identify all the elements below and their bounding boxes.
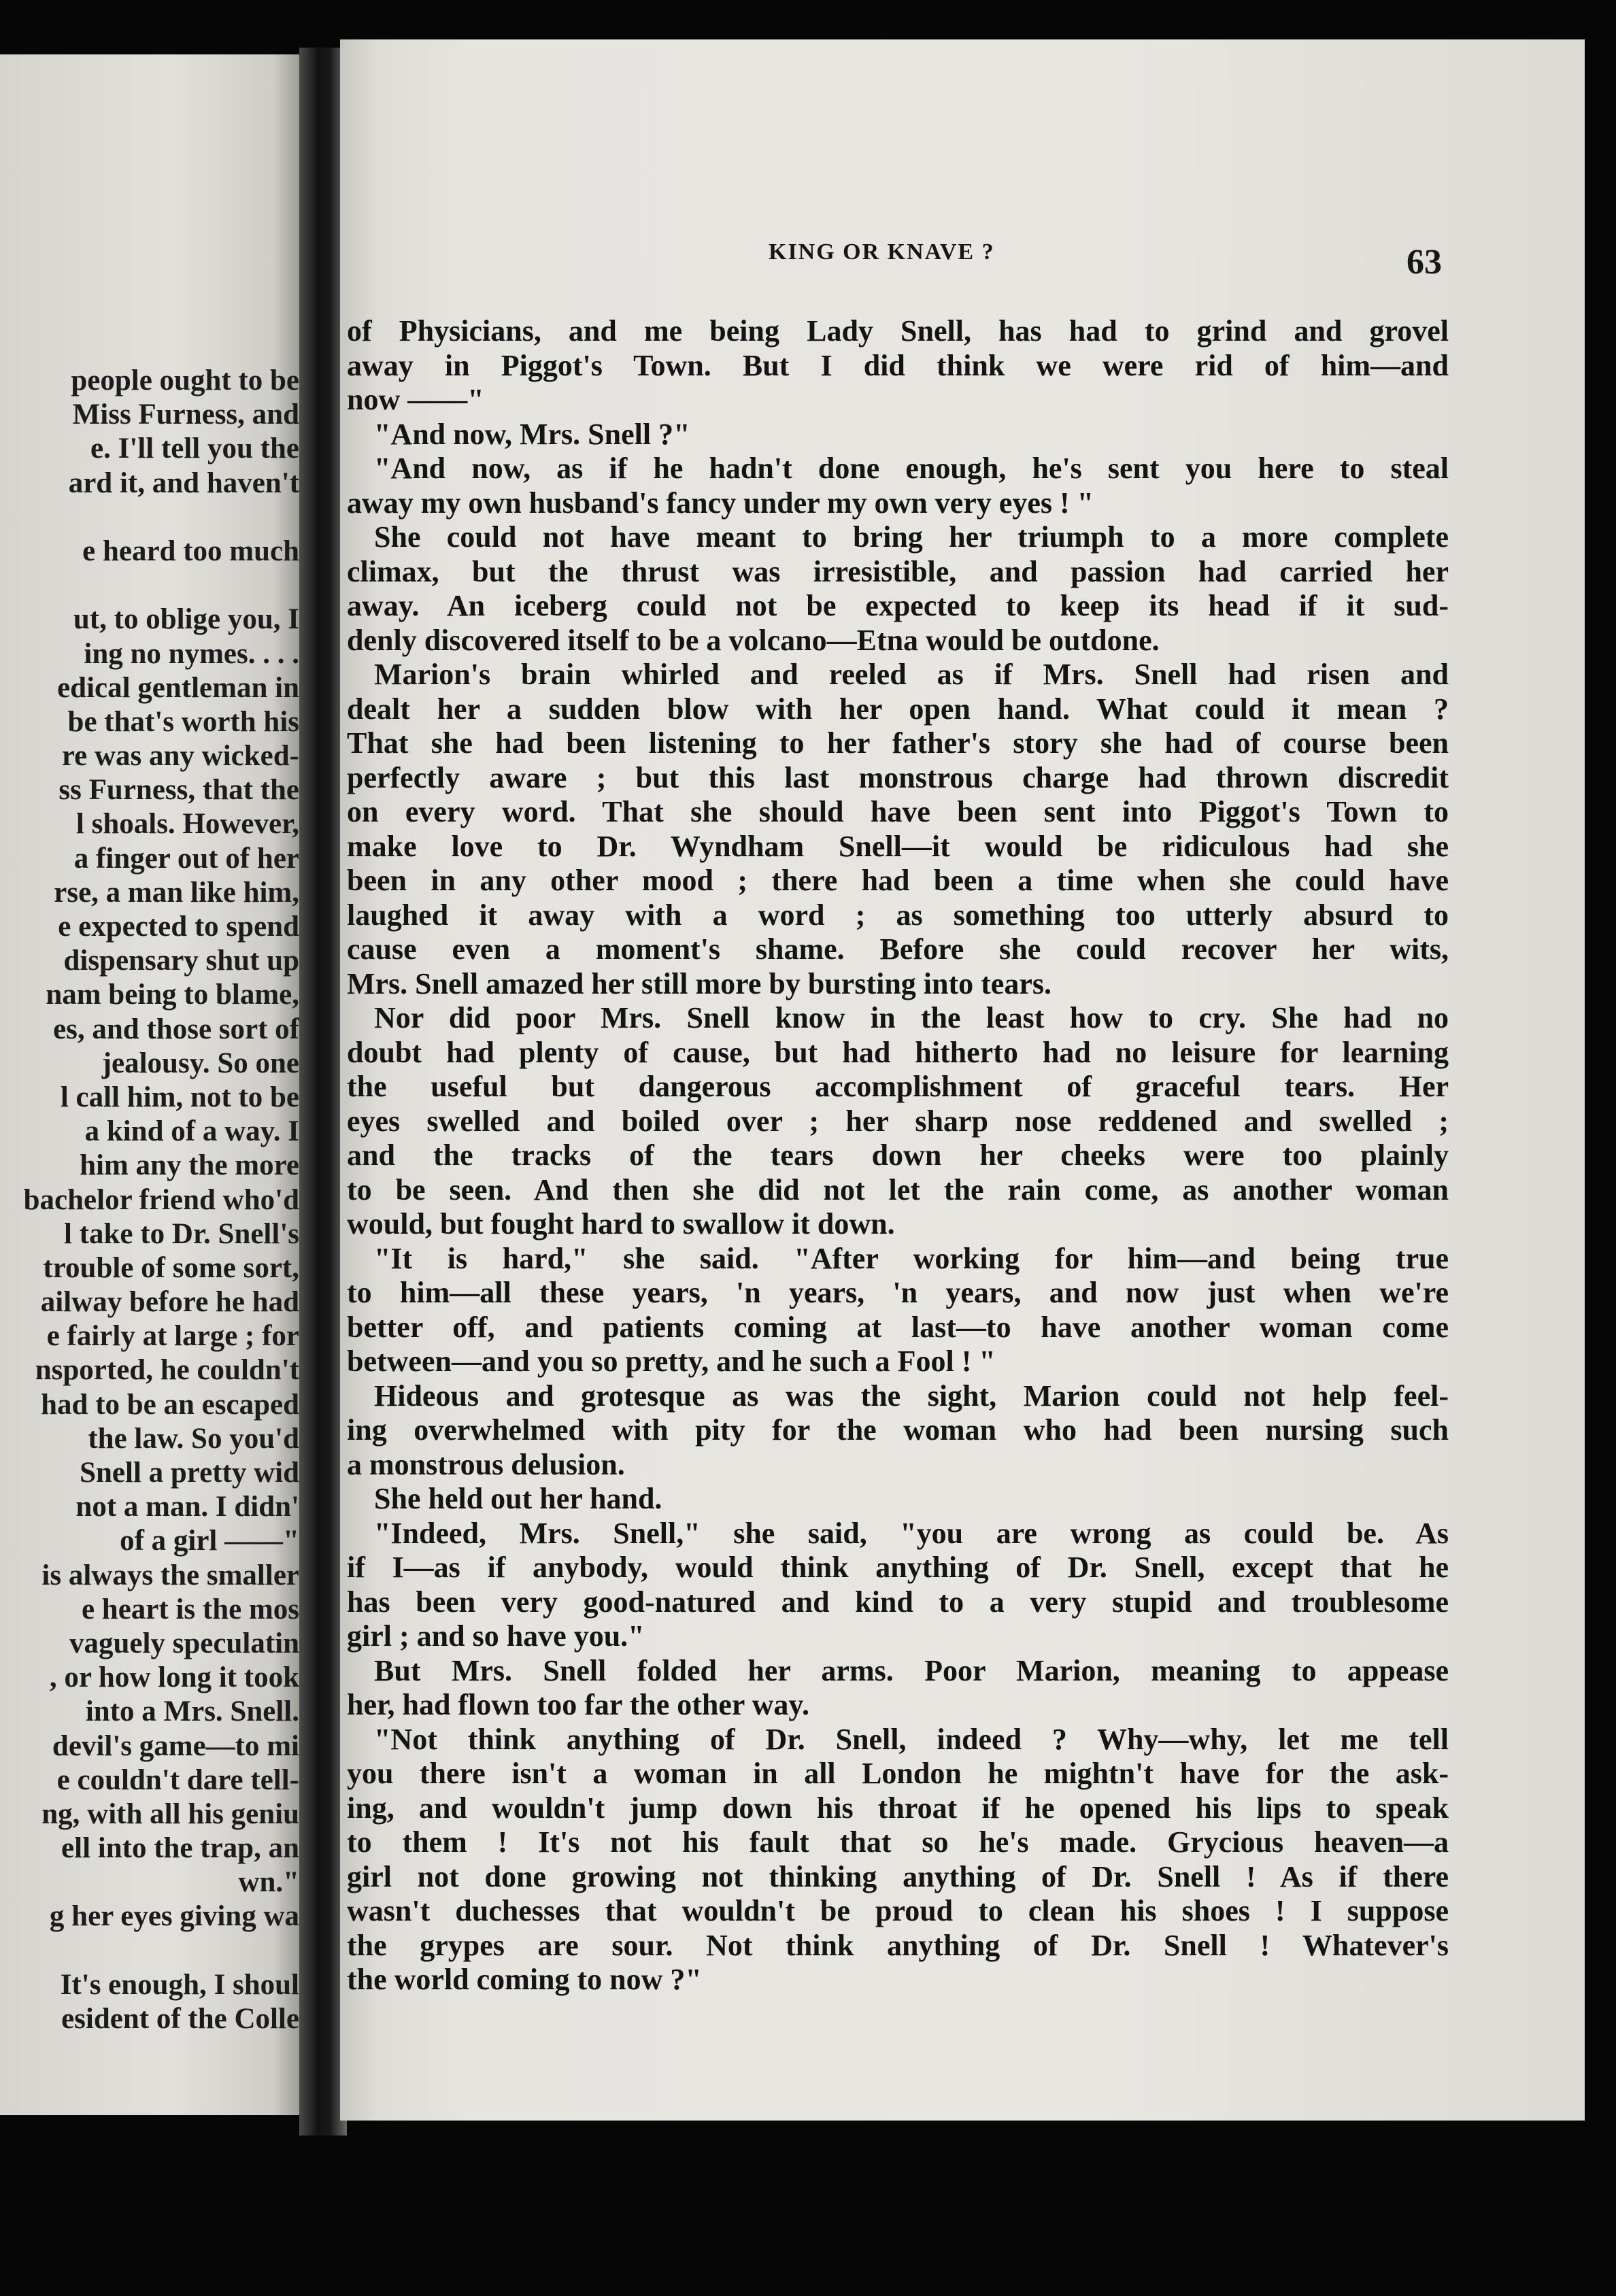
left-page (0, 54, 309, 2115)
body-line: would, but fought hard to swallow it down. (347, 1207, 895, 1240)
left-page-line: l shoals. However, (75, 808, 299, 841)
body-line: to them ! It's not his fault that so he's made. Grycious heaven—a (347, 1825, 1449, 1859)
body-line: make love to Dr. Wyndham Snell—it would be ridiculous had she (347, 829, 1449, 863)
left-page-line: of a girl ——" (120, 1525, 299, 1557)
body-line: "And now, as if he hadn't done enough, he's sent you here to steal (374, 452, 1449, 485)
body-line: "Indeed, Mrs. Snell," she said, "you are wrong as could be. As (374, 1516, 1449, 1550)
left-page-line: the law. So you'd (88, 1422, 299, 1455)
left-page-line: bachelor friend who'd (23, 1183, 299, 1216)
body-line: girl ; and so have you." (347, 1619, 645, 1653)
body-line: dealt her a sudden blow with her open hand. What could it mean ? (347, 692, 1449, 726)
body-line: That she had been listening to her father's story she had of course been (347, 726, 1449, 760)
left-page-line: trouble of some sort, (43, 1251, 299, 1284)
body-line: climax, but the thrust was irresistible, and passion had carried her (347, 554, 1449, 588)
left-page-line: devil's game—to mi (52, 1729, 299, 1762)
left-page-line: l call him, not to be (60, 1081, 299, 1113)
body-line: She held out her hand. (374, 1482, 662, 1515)
body-line: perfectly aware ; but this last monstrous charge had thrown discredit (347, 760, 1449, 794)
left-page-line: g her eyes giving wa (49, 1900, 299, 1933)
left-page-line: e expected to spend (58, 911, 299, 943)
left-page-line: e couldn't dare tell- (56, 1763, 299, 1796)
body-line: But Mrs. Snell folded her arms. Poor Marion, meaning to appease (374, 1653, 1449, 1687)
body-line: and the tracks of the tears down her cheeks were too plainly (347, 1138, 1449, 1172)
body-line: ing overwhelmed with pity for the woman who had been nursing such (347, 1413, 1449, 1447)
body-line: to him—all these years, 'n years, 'n years, and now just when we're (347, 1276, 1449, 1309)
left-page-line: is always the smaller (41, 1559, 299, 1591)
body-line: been in any other mood ; there had been a time when she could have (347, 864, 1449, 897)
left-page-line: him any the more (80, 1149, 299, 1182)
body-line: her, had flown too far the other way. (347, 1688, 809, 1721)
left-page-line (0, 569, 299, 603)
body-line: ing, and wouldn't jump down his throat if he opened his lips to speak (347, 1791, 1449, 1825)
left-page-line: edical gentleman in (57, 671, 299, 704)
left-page-line: had to be an escaped (41, 1388, 299, 1421)
body-text (347, 314, 1449, 1997)
body-line: Nor did poor Mrs. Snell know in the least how to cry. She had no (374, 1001, 1449, 1034)
body-line: doubt had plenty of cause, but had hitherto had no leisure for learning (347, 1035, 1449, 1069)
body-line: a monstrous delusion. (347, 1447, 625, 1481)
left-page-line: Snell a pretty wid (80, 1457, 299, 1489)
left-page-line: ailway before he had (40, 1286, 299, 1319)
body-line: on every word. That she should have been sent into Piggot's Town to (347, 795, 1449, 828)
body-line: the grypes are sour. Not think anything of Dr. Snell ! Whatever's (347, 1928, 1449, 1962)
left-page-line: jealousy. So one (101, 1047, 299, 1079)
left-page-line: esident of the Colle (61, 2003, 299, 2035)
body-line: Mrs. Snell amazed her still more by bursting into tears. (347, 966, 1051, 1000)
left-page-line: be that's worth his (67, 705, 299, 738)
left-page-line: Miss Furness, and (72, 399, 299, 431)
left-page-line: l take to Dr. Snell's (63, 1217, 299, 1250)
left-page-line: people ought to be (71, 365, 299, 396)
body-line: She could not have meant to bring her triumph to a more complete (374, 520, 1449, 554)
body-line: the world coming to now ?" (347, 1963, 702, 1996)
left-page-line: a kind of a way. I (84, 1115, 299, 1148)
body-line: wasn't duchesses that wouldn't be proud to clean his shoes ! I suppose (347, 1894, 1449, 1927)
body-line: away in Piggot's Town. But I did think we were rid of him—and (347, 348, 1449, 382)
left-page-line: ard it, and haven't (68, 467, 299, 499)
body-line: laughed it away with a word ; as something too utterly absurd to (347, 898, 1449, 932)
body-line: girl not done growing not thinking anything of Dr. Snell ! As if there (347, 1859, 1449, 1893)
left-page-line: es, and those sort of (53, 1013, 299, 1045)
left-page-line: wn." (238, 1866, 299, 1899)
left-page-text (0, 364, 299, 2036)
left-page-line: dispensary shut up (63, 945, 299, 977)
body-line: of Physicians, and me being Lady Snell, has had to grind and grovel (347, 314, 1449, 348)
left-page-line: ell into the trap, an (61, 1832, 299, 1865)
left-page-line: re was any wicked- (61, 740, 299, 773)
body-line: to be seen. And then she did not let the rain come, as another woman (347, 1172, 1449, 1206)
body-line: away my own husband's fancy under my own very eyes ! " (347, 486, 1094, 520)
left-page-line: , or how long it took (49, 1661, 299, 1694)
body-line: better off, and patients coming at last—to have another woman come (347, 1310, 1449, 1344)
body-line: "And now, Mrs. Snell ?" (374, 417, 690, 451)
left-page-line: into a Mrs. Snell. (85, 1695, 299, 1728)
body-line: you there isn't a woman in all London he mightn't have for the ask- (347, 1757, 1449, 1790)
left-page-line: a finger out of her (73, 842, 299, 875)
body-line: "It is hard," she said. "After working for him—and being true (374, 1241, 1449, 1275)
left-page-line: rse, a man like him, (54, 876, 299, 909)
body-line: denly discovered itself to be a volcano—Etna would be outdone. (347, 623, 1160, 657)
left-page-line: e fairly at large ; for (46, 1320, 299, 1353)
body-line: now ——" (347, 383, 484, 416)
left-page-line: ss Furness, that the (58, 774, 299, 807)
left-page-line: e. I'll tell you the (90, 433, 299, 465)
body-line: away. An iceberg could not be expected to keep its head if it sud- (347, 589, 1449, 622)
left-page-line: vaguely speculatin (69, 1627, 299, 1659)
body-line: the useful but dangerous accomplishment of graceful tears. Her (347, 1070, 1449, 1103)
page-number: 63 (1407, 243, 1442, 282)
left-page-line (0, 1934, 299, 1968)
body-line: has been very good-natured and kind to a very stupid and troublesome (347, 1585, 1449, 1619)
running-header: KING OR KNAVE ? (769, 239, 995, 265)
left-page-line: It's enough, I shoul (60, 1968, 299, 2001)
left-page-line (0, 501, 299, 535)
body-line: cause even a moment's shame. Before she could recover her wits, (347, 932, 1449, 966)
left-page-line: e heart is the mos (81, 1593, 299, 1625)
body-line: "Not think anything of Dr. Snell, indeed ? Why—why, let me tell (374, 1722, 1449, 1756)
body-line: if I—as if anybody, would think anything of Dr. Snell, except that he (347, 1551, 1449, 1584)
left-page-line: not a man. I didn' (75, 1491, 299, 1523)
left-page-line: ut, to oblige you, I (73, 603, 299, 636)
body-line: between—and you so pretty, and he such a Fool ! " (347, 1345, 996, 1378)
left-page-line: e heard too much (82, 535, 299, 567)
left-page-line: nsported, he couldn't (35, 1354, 299, 1387)
left-page-line: ing no nymes. . . . (84, 637, 299, 670)
left-page-line: ng, with all his geniu (41, 1797, 299, 1830)
body-line: Marion's brain whirled and reeled as if Mrs. Snell had risen and (374, 658, 1449, 691)
left-page-line: nam being to blame, (46, 979, 299, 1011)
body-line: eyes swelled and boiled over ; her sharp nose reddened and swelled ; (347, 1104, 1449, 1138)
body-line: Hideous and grotesque as was the sight, Marion could not help feel- (374, 1379, 1449, 1413)
